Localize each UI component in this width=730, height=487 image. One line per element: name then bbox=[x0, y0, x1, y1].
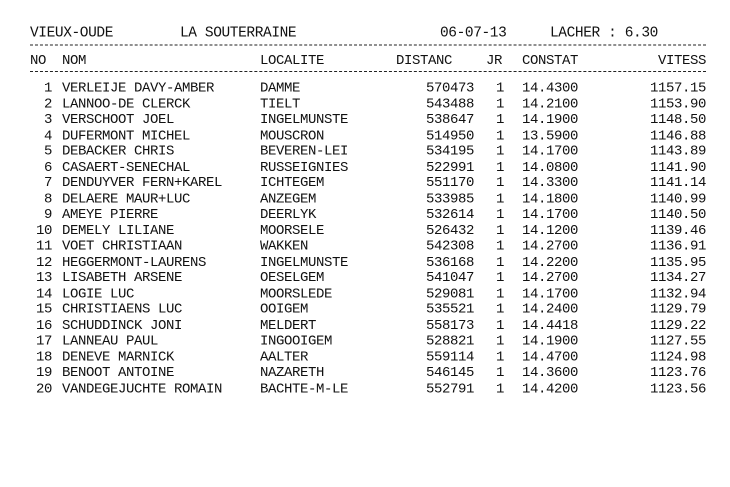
row-localite: NAZARETH bbox=[260, 364, 325, 382]
row-nom: VOET CHRISTIAAN bbox=[62, 238, 183, 255]
row-distanc: 552791 bbox=[425, 380, 474, 397]
row-localite: MOUSCRON bbox=[260, 127, 325, 144]
row-localite: INGELMUNSTE bbox=[260, 111, 349, 129]
row-localite: TIELT bbox=[260, 95, 301, 113]
results-sheet bbox=[30, 22, 706, 397]
table-row bbox=[30, 303, 706, 319]
race-header bbox=[30, 22, 706, 44]
row-distanc: 528821 bbox=[425, 333, 474, 350]
row-no: 15 bbox=[35, 301, 52, 318]
row-no: 17 bbox=[35, 333, 52, 350]
row-distanc: 536168 bbox=[425, 254, 474, 271]
row-localite: OOIGEM bbox=[260, 301, 309, 318]
row-constat: 14.2700 bbox=[522, 269, 579, 287]
row-nom: CHRISTIAENS LUC bbox=[62, 301, 183, 318]
row-distanc: 535521 bbox=[425, 301, 474, 318]
row-constat: 14.3600 bbox=[522, 364, 579, 382]
row-vitess: 1129.22 bbox=[649, 317, 706, 334]
row-nom: DEBACKER CHRIS bbox=[62, 143, 175, 160]
table-row bbox=[30, 97, 706, 113]
row-vitess: 1139.46 bbox=[649, 222, 706, 239]
row-vitess: 1153.90 bbox=[649, 95, 706, 113]
row-constat: 14.2200 bbox=[522, 254, 579, 271]
table-row bbox=[30, 113, 706, 129]
row-nom: AMEYE PIERRE bbox=[62, 206, 159, 223]
row-vitess: 1129.79 bbox=[649, 301, 706, 318]
row-jr: 1 bbox=[495, 80, 504, 97]
row-distanc: 533985 bbox=[425, 190, 474, 208]
release-label: LACHER : 6.30 bbox=[550, 25, 658, 42]
race-date: 06-07-13 bbox=[440, 25, 507, 42]
row-localite: BEVEREN-LEI bbox=[260, 143, 349, 160]
col-nom: NOM bbox=[62, 52, 87, 69]
row-constat: 14.1700 bbox=[522, 143, 579, 160]
row-vitess: 1123.56 bbox=[649, 380, 706, 397]
row-distanc: 543488 bbox=[425, 95, 474, 113]
col-localite: LOCALITE bbox=[260, 52, 325, 69]
row-no: 5 bbox=[43, 143, 52, 160]
row-jr: 1 bbox=[495, 269, 504, 287]
row-jr: 1 bbox=[495, 380, 504, 397]
row-constat: 14.1800 bbox=[522, 190, 579, 208]
row-jr: 1 bbox=[495, 111, 504, 129]
release-site: LA SOUTERRAINE bbox=[180, 25, 297, 42]
table-row bbox=[30, 81, 706, 97]
table-row bbox=[30, 144, 706, 160]
row-vitess: 1140.50 bbox=[649, 206, 706, 223]
row-no: 18 bbox=[35, 348, 52, 366]
row-localite: INGELMUNSTE bbox=[260, 254, 349, 271]
row-vitess: 1127.55 bbox=[649, 333, 706, 350]
row-constat: 14.4700 bbox=[522, 348, 579, 366]
row-no: 10 bbox=[35, 222, 52, 239]
row-constat: 14.1700 bbox=[522, 285, 579, 302]
row-nom: DELAERE MAUR+LUC bbox=[62, 190, 191, 208]
row-no: 2 bbox=[43, 95, 52, 113]
row-distanc: 532614 bbox=[425, 206, 474, 223]
row-constat: 14.1700 bbox=[522, 206, 579, 223]
row-jr: 1 bbox=[495, 222, 504, 239]
table-row bbox=[30, 208, 706, 224]
row-jr: 1 bbox=[495, 301, 504, 318]
row-constat: 13.5900 bbox=[522, 127, 579, 144]
table-row bbox=[30, 287, 706, 303]
table-row bbox=[30, 223, 706, 239]
row-constat: 14.2700 bbox=[522, 238, 579, 255]
row-no: 9 bbox=[43, 206, 52, 223]
row-vitess: 1123.76 bbox=[649, 364, 706, 382]
row-vitess: 1146.88 bbox=[649, 127, 706, 144]
row-nom: DUFERMONT MICHEL bbox=[62, 127, 191, 144]
row-jr: 1 bbox=[495, 238, 504, 255]
row-localite: MOORSLEDE bbox=[260, 285, 333, 302]
table-row bbox=[30, 350, 706, 366]
row-no: 1 bbox=[43, 80, 52, 97]
table-row bbox=[30, 382, 706, 398]
table-row bbox=[30, 255, 706, 271]
row-localite: ICHTEGEM bbox=[260, 175, 325, 192]
row-jr: 1 bbox=[495, 159, 504, 176]
row-localite: WAKKEN bbox=[260, 238, 309, 255]
row-localite: MELDERT bbox=[260, 317, 317, 334]
row-jr: 1 bbox=[495, 348, 504, 366]
row-nom: VANDEGEJUCHTE ROMAIN bbox=[62, 380, 223, 397]
row-constat: 14.1900 bbox=[522, 333, 579, 350]
table-row bbox=[30, 129, 706, 145]
row-nom: LISABETH ARSENE bbox=[62, 269, 183, 287]
row-vitess: 1134.27 bbox=[649, 269, 706, 287]
table-row bbox=[30, 176, 706, 192]
col-no: NO bbox=[30, 52, 47, 69]
row-constat: 14.1200 bbox=[522, 222, 579, 239]
table-row bbox=[30, 334, 706, 350]
row-no: 7 bbox=[43, 175, 52, 192]
row-nom: DENEVE MARNICK bbox=[62, 348, 175, 366]
row-vitess: 1157.15 bbox=[649, 80, 706, 97]
col-distanc: DISTANC bbox=[396, 52, 453, 69]
row-vitess: 1135.95 bbox=[649, 254, 706, 271]
row-no: 8 bbox=[43, 190, 52, 208]
row-distanc: 570473 bbox=[425, 80, 474, 97]
row-distanc: 541047 bbox=[425, 269, 474, 287]
row-distanc: 514950 bbox=[425, 127, 474, 144]
row-nom: LANNOO-DE CLERCK bbox=[62, 95, 191, 113]
row-constat: 14.4300 bbox=[522, 80, 579, 97]
row-constat: 14.1900 bbox=[522, 111, 579, 129]
row-no: 3 bbox=[43, 111, 52, 129]
row-no: 19 bbox=[35, 364, 52, 382]
row-localite: OESELGEM bbox=[260, 269, 325, 287]
row-localite: MOORSELE bbox=[260, 222, 325, 239]
club-name: VIEUX-OUDE bbox=[30, 25, 114, 42]
row-nom: DENDUYVER FERN+KAREL bbox=[62, 175, 223, 192]
row-constat: 14.0800 bbox=[522, 159, 579, 176]
row-vitess: 1140.99 bbox=[649, 190, 706, 208]
row-distanc: 526432 bbox=[425, 222, 474, 239]
row-nom: LANNEAU PAUL bbox=[62, 333, 159, 350]
col-constat: CONSTAT bbox=[522, 52, 579, 69]
row-distanc: 542308 bbox=[425, 238, 474, 255]
row-vitess: 1148.50 bbox=[649, 111, 706, 129]
row-localite: BACHTE-M-LE bbox=[260, 380, 349, 397]
row-distanc: 546145 bbox=[425, 364, 474, 382]
release-time: : 6.30 bbox=[608, 25, 658, 42]
row-jr: 1 bbox=[495, 95, 504, 113]
row-distanc: 529081 bbox=[425, 285, 474, 302]
row-vitess: 1132.94 bbox=[649, 285, 706, 302]
row-vitess: 1141.14 bbox=[649, 175, 706, 192]
table-row bbox=[30, 271, 706, 287]
row-nom: DEMELY LILIANE bbox=[62, 222, 175, 239]
col-jr: JR bbox=[486, 52, 503, 69]
row-no: 16 bbox=[35, 317, 52, 334]
row-no: 20 bbox=[35, 380, 52, 397]
row-constat: 14.2400 bbox=[522, 301, 579, 318]
table-row bbox=[30, 160, 706, 176]
row-localite: DEERLYK bbox=[260, 206, 317, 223]
row-nom: HEGGERMONT-LAURENS bbox=[62, 254, 207, 271]
col-vitess: VITESS bbox=[657, 52, 706, 69]
table-row bbox=[30, 239, 706, 255]
row-nom: SCHUDDINCK JONI bbox=[62, 317, 183, 334]
row-constat: 14.2100 bbox=[522, 95, 579, 113]
row-no: 4 bbox=[43, 127, 52, 144]
row-jr: 1 bbox=[495, 333, 504, 350]
row-no: 6 bbox=[43, 159, 52, 176]
row-vitess: 1141.90 bbox=[649, 159, 706, 176]
row-nom: BENOOT ANTOINE bbox=[62, 364, 175, 382]
column-headers bbox=[30, 51, 706, 71]
row-jr: 1 bbox=[495, 206, 504, 223]
results-list bbox=[30, 81, 706, 397]
row-distanc: 558173 bbox=[425, 317, 474, 334]
row-distanc: 534195 bbox=[425, 143, 474, 160]
row-vitess: 1124.98 bbox=[649, 348, 706, 366]
row-vitess: 1136.91 bbox=[649, 238, 706, 255]
row-no: 14 bbox=[35, 285, 52, 302]
row-constat: 14.3300 bbox=[522, 175, 579, 192]
table-row bbox=[30, 366, 706, 382]
row-constat: 14.4200 bbox=[522, 380, 579, 397]
table-row bbox=[30, 192, 706, 208]
row-jr: 1 bbox=[495, 175, 504, 192]
row-vitess: 1143.89 bbox=[649, 143, 706, 160]
row-jr: 1 bbox=[495, 190, 504, 208]
row-no: 12 bbox=[35, 254, 52, 271]
row-distanc: 551170 bbox=[425, 175, 474, 192]
row-nom: CASAERT-SENECHAL bbox=[62, 159, 191, 176]
row-jr: 1 bbox=[495, 364, 504, 382]
row-jr: 1 bbox=[495, 127, 504, 144]
row-localite: AALTER bbox=[260, 348, 309, 366]
row-nom: VERSCHOOT JOEL bbox=[62, 111, 175, 129]
row-nom: VERLEIJE DAVY-AMBER bbox=[62, 80, 215, 97]
row-no: 11 bbox=[35, 238, 52, 255]
row-jr: 1 bbox=[495, 254, 504, 271]
row-localite: INGOOIGEM bbox=[260, 333, 333, 350]
row-jr: 1 bbox=[495, 143, 504, 160]
row-distanc: 559114 bbox=[425, 348, 474, 366]
row-localite: ANZEGEM bbox=[260, 190, 317, 208]
row-localite: RUSSEIGNIES bbox=[260, 159, 349, 176]
row-constat: 14.4418 bbox=[522, 317, 579, 334]
row-distanc: 538647 bbox=[425, 111, 474, 129]
row-nom: LOGIE LUC bbox=[62, 285, 135, 302]
table-row bbox=[30, 318, 706, 334]
row-jr: 1 bbox=[495, 317, 504, 334]
row-jr: 1 bbox=[495, 285, 504, 302]
row-localite: DAMME bbox=[260, 80, 301, 97]
row-distanc: 522991 bbox=[425, 159, 474, 176]
row-no: 13 bbox=[35, 269, 52, 287]
